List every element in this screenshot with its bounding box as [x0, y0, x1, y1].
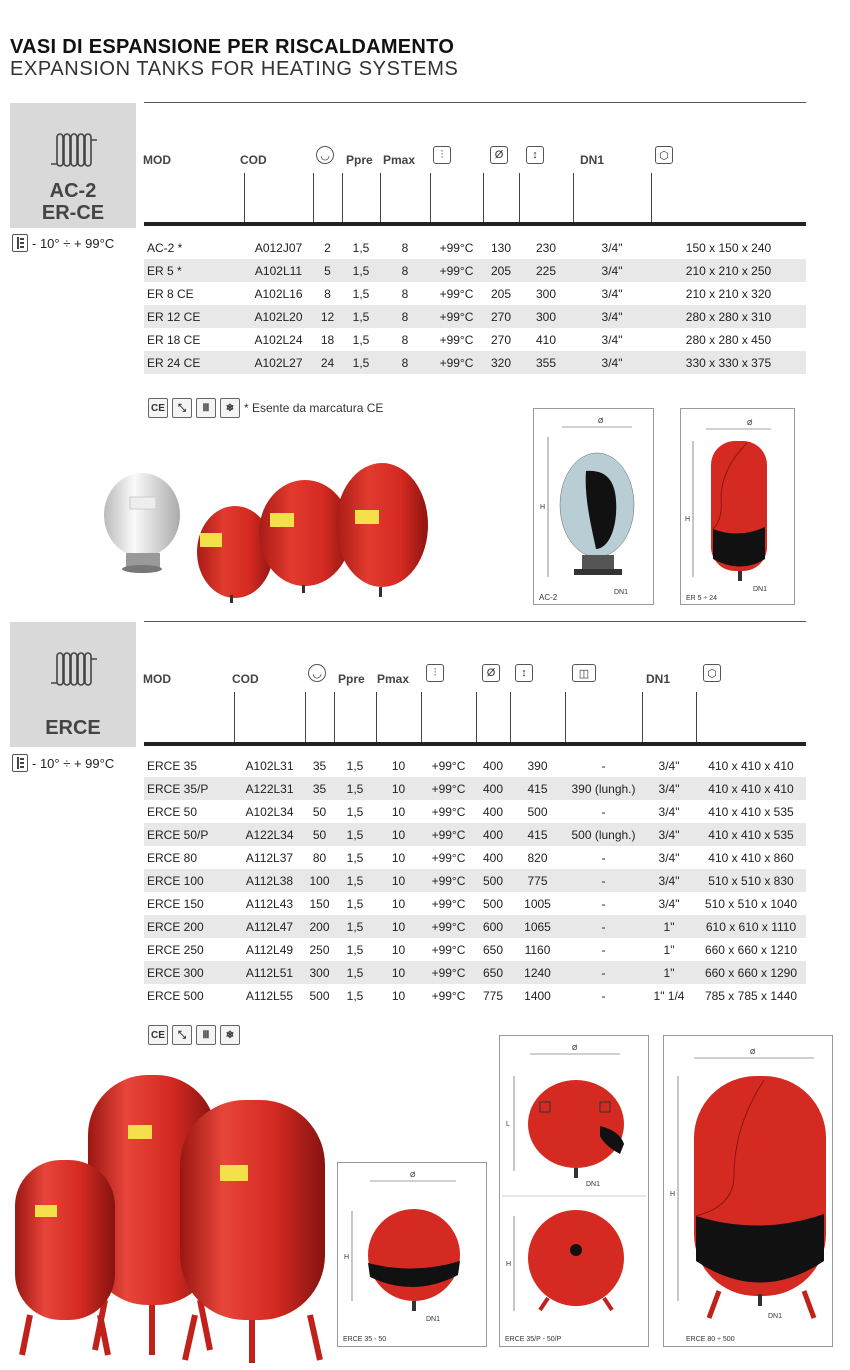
snowflake-icon: ❄: [220, 1025, 240, 1045]
table-cell: 12: [313, 305, 342, 328]
table-cell: 10: [391, 758, 406, 773]
diameter-icon: Ø: [482, 664, 500, 682]
table-cell: A112L43: [245, 896, 294, 911]
table-cell: 410 x 410 x 535: [696, 823, 806, 846]
table-cell: 1,5: [346, 896, 364, 911]
height-icon: ↕: [526, 146, 544, 164]
table-cell: +99°C: [431, 988, 466, 1003]
page-title-en: EXPANSION TANKS FOR HEATING SYSTEMS: [10, 58, 459, 80]
table-cell: -: [565, 961, 642, 984]
table-cell: A122L31: [234, 777, 305, 800]
table-cell: ERCE 150: [147, 896, 204, 911]
table-cell: A112L55: [245, 988, 294, 1003]
table-cell: 1,5: [334, 869, 376, 892]
package-icon: ⬡: [655, 146, 673, 164]
table-cell: 300: [535, 286, 557, 301]
thermometer-icon: [12, 754, 28, 772]
table-cell: 1" 1/4: [653, 988, 685, 1003]
sep: [476, 692, 477, 742]
radiator-small-icon: Ⅲ: [196, 1025, 216, 1045]
table-cell: A102L20: [244, 305, 313, 328]
length-icon: ◫: [572, 664, 596, 682]
table-cell: 1,5: [342, 259, 380, 282]
table-cell: 8: [324, 286, 331, 301]
table-cell: +99°C: [421, 961, 476, 984]
table-cell: A102L27: [244, 351, 313, 374]
table-cell: -: [601, 988, 606, 1003]
table-row: [144, 236, 806, 259]
table-cell: 660 x 660 x 1290: [696, 961, 806, 984]
table-cell: -: [601, 850, 606, 865]
table-cell: 3/4": [642, 869, 696, 892]
col-cod: COD: [240, 153, 267, 167]
table-cell: ER 8 CE: [147, 286, 194, 301]
table-cell: 3/4": [658, 850, 680, 865]
table-cell: ER 24 CE: [144, 351, 244, 374]
table-cell: ERCE 35/P: [144, 777, 234, 800]
table-cell: 400: [482, 758, 504, 773]
table-cell: ERCE 80: [147, 850, 198, 865]
table-cell: 500: [527, 804, 548, 819]
dim-dia-label: Ø: [598, 418, 604, 425]
table-cell: 3/4": [601, 240, 623, 255]
drawing-erce-80-500: [663, 1035, 833, 1347]
table-cell: 10: [376, 869, 421, 892]
table-row: [144, 961, 806, 984]
table-cell: 1,5: [334, 777, 376, 800]
table-cell: A122L34: [234, 823, 305, 846]
table-row: [144, 938, 806, 961]
section1-feature-icons: [148, 398, 383, 418]
sep: [519, 173, 520, 223]
table-cell: 300: [305, 961, 334, 984]
table-cell: 300: [519, 305, 573, 328]
col-ppre: Ppre: [338, 672, 365, 686]
table-cell: 610 x 610 x 1110: [696, 915, 806, 938]
table-cell: 3/4": [642, 777, 696, 800]
table-cell: ERCE 100: [144, 869, 234, 892]
drawing-erce-35-50-label: ERCE 35 - 50: [343, 1336, 387, 1343]
section1-header-rule: [144, 222, 806, 226]
thermometer-icon: [12, 234, 28, 252]
dn1-label: DN1: [586, 1181, 601, 1188]
section2-product-photo: [10, 1065, 330, 1365]
table-cell: 3/4": [601, 332, 623, 347]
table-cell: 330 x 330 x 375: [651, 351, 806, 374]
table-cell: 8: [380, 351, 430, 374]
table-cell: 1400: [524, 988, 551, 1003]
table-row: [144, 800, 806, 823]
table-cell: 270: [483, 305, 519, 328]
drawing-er: [680, 408, 795, 605]
table-cell: 410 x 410 x 860: [708, 850, 794, 865]
table-cell: 10: [391, 804, 406, 819]
table-row: [144, 259, 806, 282]
table-cell: A112L47: [234, 915, 305, 938]
table-cell: 50: [312, 804, 327, 819]
dim-h-label: H: [670, 1191, 676, 1198]
table-cell: 8: [401, 332, 409, 347]
table-cell: +99°C: [430, 351, 483, 374]
section1-name-line1: AC-2: [49, 180, 97, 202]
table-cell: 270: [490, 332, 512, 347]
table-row: [144, 984, 806, 1007]
table-cell: A102L11: [244, 259, 313, 282]
table-cell: 3/4": [573, 259, 651, 282]
table-cell: 280 x 280 x 310: [651, 305, 806, 328]
table-cell: 1,5: [352, 286, 370, 301]
table-row: [144, 869, 806, 892]
radiator-small-icon: Ⅲ: [196, 398, 216, 418]
table-cell: 200: [305, 915, 334, 938]
table-cell: 150 x 150 x 240: [685, 240, 772, 255]
table-cell: A102L31: [245, 758, 294, 773]
table-cell: 1": [642, 961, 696, 984]
table-row: [144, 892, 806, 915]
section1-note: * Esente da marcatura CE: [244, 401, 384, 415]
table-cell: +99°C: [430, 259, 483, 282]
table-cell: 500 (lungh.): [565, 823, 642, 846]
dn1-label: DN1: [426, 1316, 441, 1323]
table-cell: 1": [663, 942, 675, 957]
table-cell: 410 x 410 x 410: [708, 758, 794, 773]
table-cell: A112L51: [234, 961, 305, 984]
table-cell: 1,5: [342, 351, 380, 374]
section1-top-line: [144, 102, 806, 103]
diameter-icon: Ø: [490, 146, 508, 164]
dim-h-label: H: [506, 1261, 512, 1268]
max-temp-icon: ⫶: [433, 146, 451, 164]
ce-mark-icon: CE: [148, 398, 168, 418]
table-cell: 1,5: [346, 850, 364, 865]
table-cell: A102L34: [245, 804, 294, 819]
dn1-label: DN1: [614, 589, 629, 596]
sep: [334, 692, 335, 742]
dim-dia-label: Ø: [750, 1049, 756, 1056]
table-cell: ER 12 CE: [144, 305, 244, 328]
install-icon: ⤡: [172, 1025, 192, 1045]
table-cell: 500: [309, 988, 330, 1003]
table-cell: ERCE 500: [147, 988, 204, 1003]
drawing-erce-35p-50p: [499, 1035, 649, 1347]
table-cell: ERCE 200: [144, 915, 234, 938]
table-cell: +99°C: [439, 332, 474, 347]
section1-category-box: [10, 103, 136, 228]
table-cell: 3/4": [658, 804, 680, 819]
sep: [565, 692, 566, 742]
dim-dia-label: Ø: [747, 420, 753, 427]
table-cell: +99°C: [439, 240, 474, 255]
table-cell: 1,5: [346, 988, 364, 1003]
section1-temp-text: - 10° ÷ + 99°C: [32, 235, 115, 251]
table-cell: 1,5: [346, 758, 364, 773]
table-cell: 1160: [524, 942, 551, 957]
table-cell: 1": [642, 915, 696, 938]
table-cell: 390 (lungh.): [565, 777, 642, 800]
table-cell: 130: [490, 240, 512, 255]
page-title-it: VASI DI ESPANSIONE PER RISCALDAMENTO: [10, 36, 455, 58]
table-cell: 18: [320, 332, 335, 347]
drawing-ac2-label: AC-2: [539, 593, 558, 602]
radiator-icon: [47, 128, 99, 172]
sep: [483, 173, 484, 223]
table-cell: +99°C: [439, 286, 474, 301]
table-cell: 210 x 210 x 320: [685, 286, 772, 301]
drawing-er-label: ER 5 ÷ 24: [686, 595, 718, 602]
section2-top-line: [144, 621, 806, 622]
table-cell: 225: [519, 259, 573, 282]
table-cell: 1,5: [334, 961, 376, 984]
table-cell: 205: [490, 286, 512, 301]
table-cell: +99°C: [431, 896, 466, 911]
sep: [510, 692, 511, 742]
table-row: [144, 351, 806, 374]
table-cell: 80: [312, 850, 327, 865]
table-cell: 410: [535, 332, 557, 347]
table-cell: 785 x 785 x 1440: [704, 988, 798, 1003]
sep: [651, 173, 652, 223]
section1-product-photo: [100, 455, 430, 610]
section2-header-rule: [144, 742, 806, 746]
dn1-label: DN1: [753, 586, 768, 593]
section2-name: ERCE: [45, 717, 101, 739]
table-cell: 1005: [524, 896, 551, 911]
table-cell: +99°C: [431, 942, 466, 957]
section2-temp-text: - 10° ÷ + 99°C: [32, 755, 115, 771]
table-cell: 1,5: [346, 942, 364, 957]
table-cell: 1240: [510, 961, 565, 984]
table-cell: 280 x 280 x 450: [685, 332, 772, 347]
table-cell: 8: [380, 305, 430, 328]
snowflake-icon: ❄: [220, 398, 240, 418]
table-cell: A112L38: [234, 869, 305, 892]
table-row: [144, 915, 806, 938]
col-mod: MOD: [143, 153, 171, 167]
sep: [342, 173, 343, 223]
package-icon: ⬡: [703, 664, 721, 682]
table-cell: 650: [482, 942, 504, 957]
radiator-icon: [47, 647, 99, 691]
table-cell: ER 18 CE: [147, 332, 201, 347]
table-cell: 355: [519, 351, 573, 374]
drawing-erce-35-50: [337, 1162, 487, 1347]
col-dn1: DN1: [580, 153, 605, 167]
table-cell: 3/4": [658, 896, 680, 911]
table-cell: A102L24: [254, 332, 303, 347]
sep: [313, 173, 314, 223]
table-cell: +99°C: [421, 823, 476, 846]
sep: [305, 692, 306, 742]
drawing-erce-35p-50p-label: ERCE 35/P - 50/P: [505, 1336, 562, 1343]
table-cell: 35: [305, 777, 334, 800]
table-cell: -: [601, 758, 606, 773]
section1-table: [144, 236, 806, 374]
table-cell: 10: [376, 777, 421, 800]
table-cell: 1,5: [346, 804, 364, 819]
table-cell: A102L16: [254, 286, 303, 301]
section1-name-line2: ER-CE: [41, 202, 105, 224]
table-cell: A112L37: [245, 850, 294, 865]
table-cell: 400: [482, 850, 504, 865]
table-cell: +99°C: [431, 758, 466, 773]
sep: [234, 692, 235, 742]
table-row: [144, 305, 806, 328]
sep: [380, 173, 381, 223]
table-cell: -: [601, 804, 606, 819]
table-cell: ERCE 50/P: [144, 823, 234, 846]
col-cod: COD: [232, 672, 259, 686]
table-cell: 3/4": [601, 286, 623, 301]
table-cell: 390: [527, 758, 548, 773]
table-cell: 10: [391, 896, 406, 911]
table-cell: AC-2 *: [147, 240, 183, 255]
table-cell: 1,5: [352, 332, 370, 347]
dim-l-label: L: [506, 1121, 510, 1128]
table-cell: A112L49: [245, 942, 294, 957]
table-cell: +99°C: [421, 869, 476, 892]
capacity-icon: ◡: [316, 146, 334, 164]
table-cell: 10: [391, 942, 406, 957]
table-cell: -: [565, 915, 642, 938]
table-row: [144, 328, 806, 351]
dim-h-label: H: [344, 1254, 350, 1261]
table-cell: 415: [510, 777, 565, 800]
table-cell: 230: [535, 240, 557, 255]
table-row: [144, 754, 806, 777]
section2-temp-range: [12, 754, 114, 772]
table-cell: 1,5: [352, 240, 370, 255]
table-cell: 400: [482, 804, 504, 819]
table-cell: ER 5 *: [144, 259, 244, 282]
table-cell: 10: [376, 961, 421, 984]
table-cell: 3/4": [573, 351, 651, 374]
table-cell: 3/4": [642, 823, 696, 846]
capacity-icon: ◡: [308, 664, 326, 682]
table-row: [144, 282, 806, 305]
dim-h-label: H: [540, 504, 546, 511]
table-cell: 510 x 510 x 1040: [704, 896, 798, 911]
table-cell: 2: [324, 240, 331, 255]
table-cell: 660 x 660 x 1210: [704, 942, 798, 957]
dim-h-label: H: [685, 516, 691, 523]
sep: [421, 692, 422, 742]
table-cell: -: [601, 896, 606, 911]
table-cell: ERCE 300: [144, 961, 234, 984]
table-cell: 820: [527, 850, 548, 865]
sep: [376, 692, 377, 742]
col-ppre: Ppre: [346, 153, 373, 167]
table-cell: 510 x 510 x 830: [696, 869, 806, 892]
table-cell: 10: [391, 988, 406, 1003]
section2-table: [144, 754, 806, 1007]
table-cell: +99°C: [430, 305, 483, 328]
table-cell: 250: [309, 942, 330, 957]
table-cell: 8: [401, 286, 409, 301]
table-cell: 150: [309, 896, 330, 911]
table-cell: 400: [476, 777, 510, 800]
table-row: [144, 777, 806, 800]
table-cell: 775: [482, 988, 504, 1003]
table-cell: 400: [476, 823, 510, 846]
table-cell: 24: [313, 351, 342, 374]
table-cell: 650: [476, 961, 510, 984]
table-cell: +99°C: [421, 777, 476, 800]
sep: [573, 173, 574, 223]
table-cell: ERCE 35: [147, 758, 198, 773]
table-cell: 410 x 410 x 535: [708, 804, 794, 819]
sep: [430, 173, 431, 223]
dim-dia-label: Ø: [572, 1045, 578, 1052]
col-pmax: Pmax: [377, 672, 410, 686]
dn1-label: DN1: [768, 1313, 783, 1320]
table-cell: 500: [482, 896, 504, 911]
table-cell: 35: [312, 758, 327, 773]
table-cell: A012J07: [254, 240, 303, 255]
table-cell: ERCE 250: [147, 942, 204, 957]
table-cell: ERCE 50: [147, 804, 198, 819]
table-cell: 10: [391, 850, 406, 865]
table-cell: 3/4": [658, 758, 680, 773]
section1-temp-range: [12, 234, 114, 252]
table-row: [144, 846, 806, 869]
col-dn1: DN1: [646, 672, 671, 686]
table-cell: +99°C: [421, 915, 476, 938]
table-cell: 100: [305, 869, 334, 892]
table-cell: 1065: [510, 915, 565, 938]
col-pmax: Pmax: [383, 153, 416, 167]
table-cell: 500: [476, 869, 510, 892]
drawing-ac2: [533, 408, 654, 605]
table-cell: 600: [476, 915, 510, 938]
table-cell: 210 x 210 x 250: [651, 259, 806, 282]
table-cell: -: [565, 869, 642, 892]
table-cell: 415: [510, 823, 565, 846]
drawing-erce-80-500-label: ERCE 80 ÷ 500: [686, 1336, 735, 1343]
table-cell: 775: [510, 869, 565, 892]
install-icon: ⤡: [172, 398, 192, 418]
section2-category-box: [10, 622, 136, 747]
table-cell: 10: [376, 915, 421, 938]
table-cell: 1,5: [334, 823, 376, 846]
table-cell: +99°C: [431, 850, 466, 865]
table-cell: 3/4": [573, 305, 651, 328]
ce-mark-icon: CE: [148, 1025, 168, 1045]
table-row: [144, 823, 806, 846]
table-cell: -: [601, 942, 606, 957]
table-cell: 8: [380, 259, 430, 282]
sep: [696, 692, 697, 742]
table-cell: 1,5: [342, 305, 380, 328]
height-icon: ↕: [515, 664, 533, 682]
col-mod: MOD: [143, 672, 171, 686]
table-cell: 5: [313, 259, 342, 282]
sep: [642, 692, 643, 742]
table-cell: 50: [305, 823, 334, 846]
table-cell: 1,5: [334, 915, 376, 938]
table-cell: +99°C: [431, 804, 466, 819]
table-cell: 320: [483, 351, 519, 374]
dim-dia-label: Ø: [410, 1172, 416, 1179]
table-cell: 410 x 410 x 410: [696, 777, 806, 800]
table-cell: 8: [401, 240, 409, 255]
sep: [244, 173, 245, 223]
section2-feature-icons: [148, 1025, 240, 1045]
table-cell: 205: [483, 259, 519, 282]
table-cell: 10: [376, 823, 421, 846]
max-temp-icon: ⫶: [426, 664, 444, 682]
